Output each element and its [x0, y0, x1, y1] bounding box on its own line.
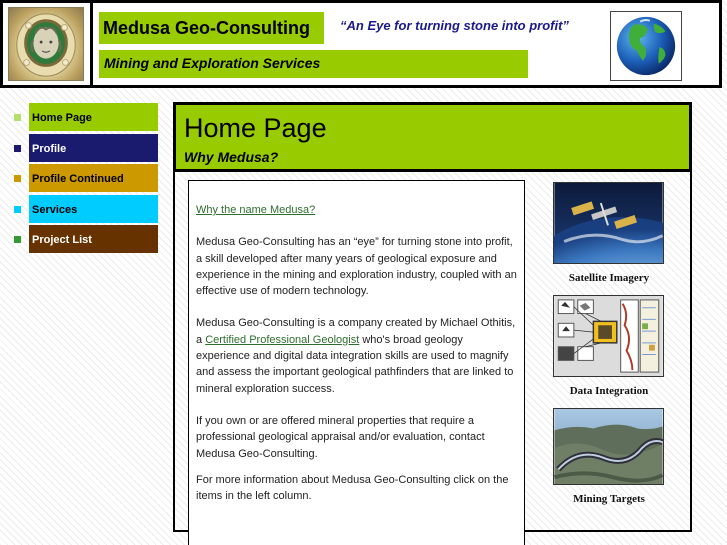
article-paragraph-1: Medusa Geo-Consulting has an “eye” for turning stone into profit, a skill developed after many years of geological exposure and experience in the mining and exploration industry, coupled with an effective use of modern technology. [196, 236, 517, 298]
nav-bullet-icon [14, 145, 21, 152]
paragraph-text: who's broad geology experience and digital data integration skills are used to magnify and assess the important geological pathfinders that are linked to mineral exploration success. [196, 333, 514, 395]
nav-profile-button[interactable]: Profile [29, 134, 158, 162]
figure-satellite [553, 182, 665, 284]
data-integration-icon[interactable] [553, 295, 664, 377]
figure-caption: Satellite Imagery [568, 272, 650, 284]
medusa-logo-icon[interactable] [8, 7, 84, 81]
site-subtitle: Mining and Exploration Services [99, 50, 528, 78]
article-body [188, 180, 525, 545]
nav-bullet-icon [14, 206, 21, 213]
certified-geologist-link[interactable]: Certified Professional Geologist [205, 333, 360, 346]
nav-bullet-icon [14, 175, 21, 182]
nav-profile-continued-button[interactable]: Profile Continued [29, 164, 158, 192]
nav-home-page-button[interactable]: Home Page [29, 103, 158, 131]
nav-item-home [14, 103, 160, 131]
header-divider [90, 3, 93, 85]
nav-item-project-list [14, 225, 160, 253]
nav-bullet-icon [14, 236, 21, 243]
figure-caption: Data Integration [569, 385, 649, 397]
why-medusa-link[interactable]: Why the name Medusa? [196, 204, 316, 216]
satellite-icon[interactable] [553, 182, 664, 264]
article-paragraph-3: If you own or are offered mineral properties that require a professional geological appraisal and/or evaluation, contact Medusa Geo-Consulting. [196, 414, 485, 460]
site-tagline: “An Eye for turning stone into profit” [340, 18, 569, 33]
nav-item-profile [14, 134, 160, 162]
page-title: Home Page [184, 113, 327, 143]
nav-item-profile-continued [14, 164, 160, 192]
nav-project-list-button[interactable]: Project List [29, 225, 158, 253]
aerial-terrain-icon[interactable] [553, 408, 664, 485]
paragraph-text: Medusa Geo-Consulting is a company created by Michael Othitis, a [196, 317, 516, 346]
content-panel [173, 172, 692, 532]
nav-services-button[interactable]: Services [29, 195, 158, 223]
figure-mining-targets [553, 408, 665, 505]
left-nav [14, 103, 160, 256]
nav-bullet-icon [14, 114, 21, 121]
site-brand: Medusa Geo-Consulting [99, 12, 324, 44]
figure-data-integration [553, 295, 665, 397]
article-paragraph-2 [196, 315, 518, 396]
figure-caption: Mining Targets [573, 493, 645, 505]
globe-icon [610, 11, 682, 81]
site-header [0, 0, 722, 88]
article-paragraph-4: For more information about Medusa Geo-Consulting click on the items in the left column. [196, 473, 509, 503]
nav-item-services [14, 195, 160, 223]
page-header [173, 102, 692, 172]
page-subtitle: Why Medusa? [184, 149, 279, 165]
